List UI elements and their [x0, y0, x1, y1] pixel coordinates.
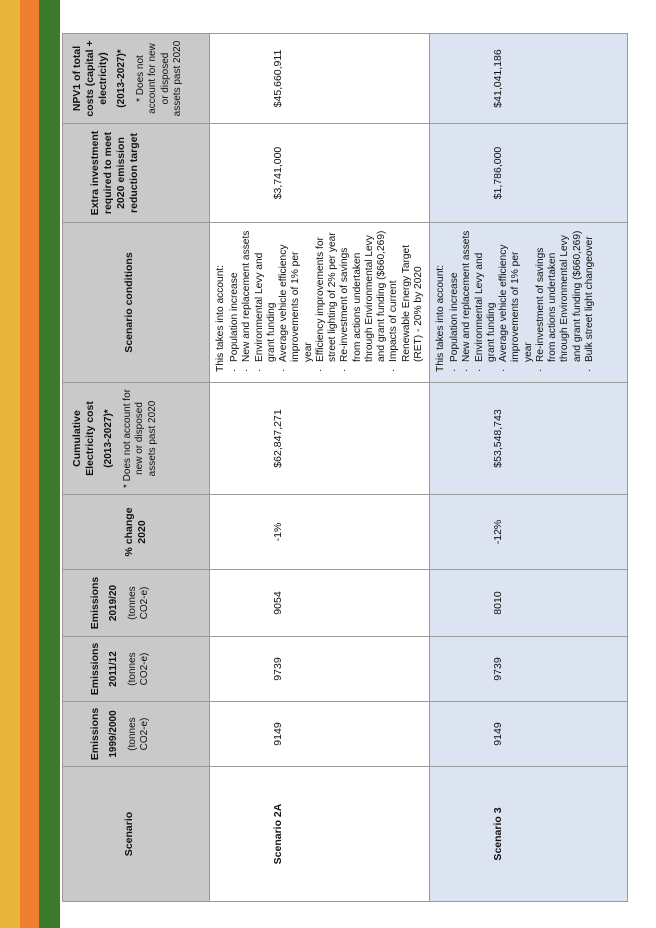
header-scenario: Scenario: [63, 767, 210, 902]
condition-item: · Environmental Levy and grant funding: [254, 229, 278, 372]
header-emissions-2019: [63, 570, 210, 637]
npv-value: $41,041,186: [491, 49, 504, 108]
header-cumulative-cost: [63, 383, 210, 495]
scenario-name: Scenario 3: [491, 807, 504, 861]
rotated-table-frame: [62, 34, 606, 902]
condition-item: · Environmental Levy and grant funding: [474, 229, 498, 372]
header-emissions-2019-unit: (tonnes CO2-e): [126, 586, 151, 620]
condition-item: · New and replacement assets: [461, 229, 473, 372]
header-emissions-2019-year: 2019/20: [108, 584, 120, 622]
emissions-2011-value: 9739: [272, 657, 284, 681]
scenario-table: [62, 33, 628, 902]
condition-item: · New and replacement assets: [241, 229, 253, 372]
header-cumulative-title: Cumulative Electricity cost: [71, 401, 97, 476]
header-emissions-2011-year: 2011/12: [108, 651, 120, 687]
header-emissions-1999: [63, 702, 210, 767]
conditions-intro: This takes into account:: [434, 264, 446, 372]
percent-change-value: -12%: [491, 519, 504, 545]
header-npv-period: (2013-2027)*: [116, 49, 128, 108]
cumulative-cost-value: $62,847,271: [272, 409, 284, 468]
header-npv-note: * Does not account for new or disposed assets past 2020: [134, 40, 184, 117]
scenario-conditions: [430, 223, 600, 382]
header-emissions-2019-title: Emissions: [89, 576, 101, 630]
header-percent-change: % change 2020: [63, 495, 210, 570]
header-npv: [63, 34, 210, 124]
header-scenario-conditions: Scenario conditions: [63, 223, 210, 383]
percent-change-value: -1%: [272, 522, 284, 542]
header-cumulative-note: * Does not account for new or disposed assets past 2020: [121, 389, 158, 488]
scenario-name: Scenario 2A: [272, 803, 284, 865]
condition-item: · Population increase: [229, 229, 241, 372]
emissions-2019-value: 8010: [491, 591, 504, 615]
conditions-list: [449, 229, 596, 372]
header-row: [63, 34, 210, 902]
emissions-2011-value: 9739: [491, 657, 504, 681]
extra-investment-value: $1,786,000: [491, 146, 504, 200]
emissions-1999-value: 9149: [491, 722, 504, 746]
stripe-orange: [20, 0, 39, 928]
condition-item: · Impacts of current Renewable Energy Target (RET) - 20% by 2020: [388, 229, 425, 372]
header-emissions-2011-title: Emissions: [89, 642, 101, 696]
table-row: [210, 34, 430, 902]
header-emissions-2011-unit: (tonnes CO2-e): [126, 652, 151, 686]
condition-item: · Average vehicle efficiency improvements of 1% per year: [278, 229, 315, 372]
header-extra-investment: Extra investment required to meet 2020 emission reduction target: [63, 124, 210, 223]
condition-item: · Efficiency improvements for street lighting of 2% per year: [315, 229, 339, 372]
header-emissions-1999-unit: (tonnes CO2-e): [126, 717, 151, 751]
stripe-yellow: [0, 0, 20, 928]
header-cumulative-period: (2013-2027)*: [103, 409, 115, 468]
header-npv-title: NPV1 of total costs (capital + electricity): [71, 40, 110, 117]
condition-item: · Re-investment of savings from actions undertaken through Environmental Levy and grant funding ($660,269): [535, 229, 584, 372]
header-emissions-1999-year: 1999/2000: [108, 710, 120, 758]
scenario-conditions: [210, 223, 429, 382]
condition-item: · Population increase: [449, 229, 461, 372]
emissions-2019-value: 9054: [272, 591, 284, 615]
extra-investment-value: $3,741,000: [272, 146, 284, 200]
condition-item: · Re-investment of savings from actions undertaken through Environmental Levy and grant funding ($660,269): [339, 229, 388, 372]
table-row: [429, 34, 627, 902]
conditions-intro: This takes into account:: [215, 264, 226, 372]
npv-value: $45,660,911: [272, 49, 284, 108]
stripe-green: [39, 0, 60, 928]
condition-item: · Average vehicle efficiency improvements of 1% per year: [498, 229, 535, 372]
emissions-1999-value: 9149: [272, 722, 284, 746]
header-emissions-1999-title: Emissions: [89, 707, 101, 761]
conditions-list: [229, 229, 425, 372]
cumulative-cost-value: $53,548,743: [491, 409, 504, 468]
header-emissions-2011: [63, 637, 210, 702]
condition-item: · Bulk street light changeover: [584, 229, 596, 372]
